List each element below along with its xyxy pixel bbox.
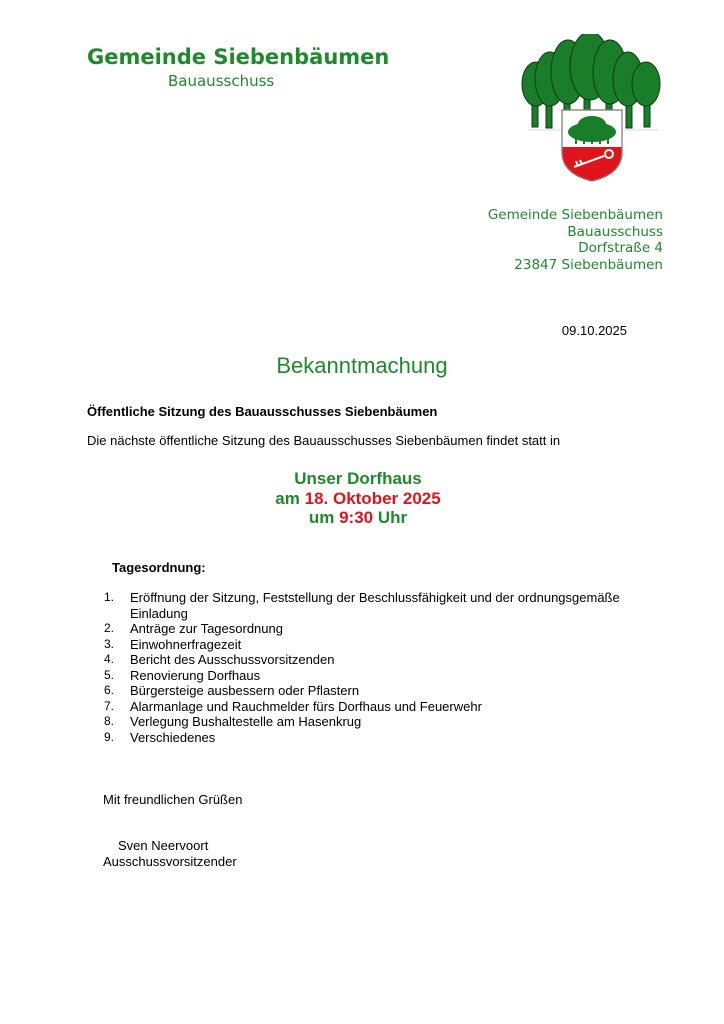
item-text: Renovierung Dorfhaus [130,667,261,683]
agenda-item [0,637,700,653]
municipality-title: Gemeinde Siebenbäumen [87,45,390,69]
item-number: 8. [104,714,115,728]
signatory-name: Sven Neervoort [118,838,209,853]
committee-subtitle: Bauausschuss [168,72,275,90]
agenda-item [0,668,700,684]
agenda-item [0,652,700,668]
item-text: Verlegung Bushaltestelle am Hasenkrug [130,714,362,729]
item-number: 7. [104,698,115,713]
event-date: 18. Oktober 2025 [304,488,441,508]
item-text: Verschiedenes [130,729,216,745]
agenda-title: Tagesordnung: [112,560,206,575]
address-line: 23847 Siebenbäumen [514,257,663,274]
closing-greeting: Mit freundlichen Grüßen [103,792,243,807]
event-time: 9:30 [339,508,374,527]
date-prefix: am [275,488,300,508]
signatory-role: Ausschussvorsitzender [103,854,237,869]
coat-of-arms-logo [518,34,666,182]
agenda-item [0,683,700,699]
agenda-item [0,621,700,637]
event-location: Unser Dorfhaus [294,469,422,488]
agenda-item [0,590,700,621]
subject-line: Öffentliche Sitzung des Bauausschusses Siebenbäumen [87,404,438,419]
document-date: 09.10.2025 [561,323,627,338]
event-date-line [0,489,716,509]
event-time-line [0,508,716,528]
item-number: 5. [104,667,115,682]
item-number: 9. [104,729,115,744]
agenda-item [0,730,700,746]
item-text: Bericht des Ausschussvorsitzenden [130,652,335,667]
sender-address [488,207,663,274]
document-heading: Bekanntmachung [276,353,448,378]
time-prefix: um [308,508,335,527]
agenda-item [0,699,700,715]
item-number: 4. [104,652,115,666]
item-text: Anträge zur Tagesordnung [130,621,283,636]
item-number: 6. [104,683,115,697]
item-text: Bürgersteige ausbessern oder Pflastern [130,683,360,698]
item-number: 1. [104,590,115,604]
address-line: Bauausschuss [567,223,663,240]
time-suffix: Uhr [377,508,408,527]
agenda-list [0,590,700,745]
intro-text: Die nächste öffentliche Sitzung des Bauausschusses Siebenbäumen findet statt in [87,433,561,448]
item-number: 3. [104,636,115,651]
address-line: Gemeinde Siebenbäumen [487,207,663,223]
item-text: Alarmanlage und Rauchmelder fürs Dorfhaus und Feuerwehr [130,698,482,714]
agenda-item [0,714,700,730]
item-text-continued: Einladung [130,605,188,621]
item-text: Einwohnerfragezeit [130,636,242,652]
item-number: 2. [104,621,115,635]
item-text: Eröffnung der Sitzung, Feststellung der Beschlussfähigkeit und der ordnungsgemäße [130,590,620,605]
event-details [0,469,716,528]
address-line: Dorfstraße 4 [578,240,663,257]
